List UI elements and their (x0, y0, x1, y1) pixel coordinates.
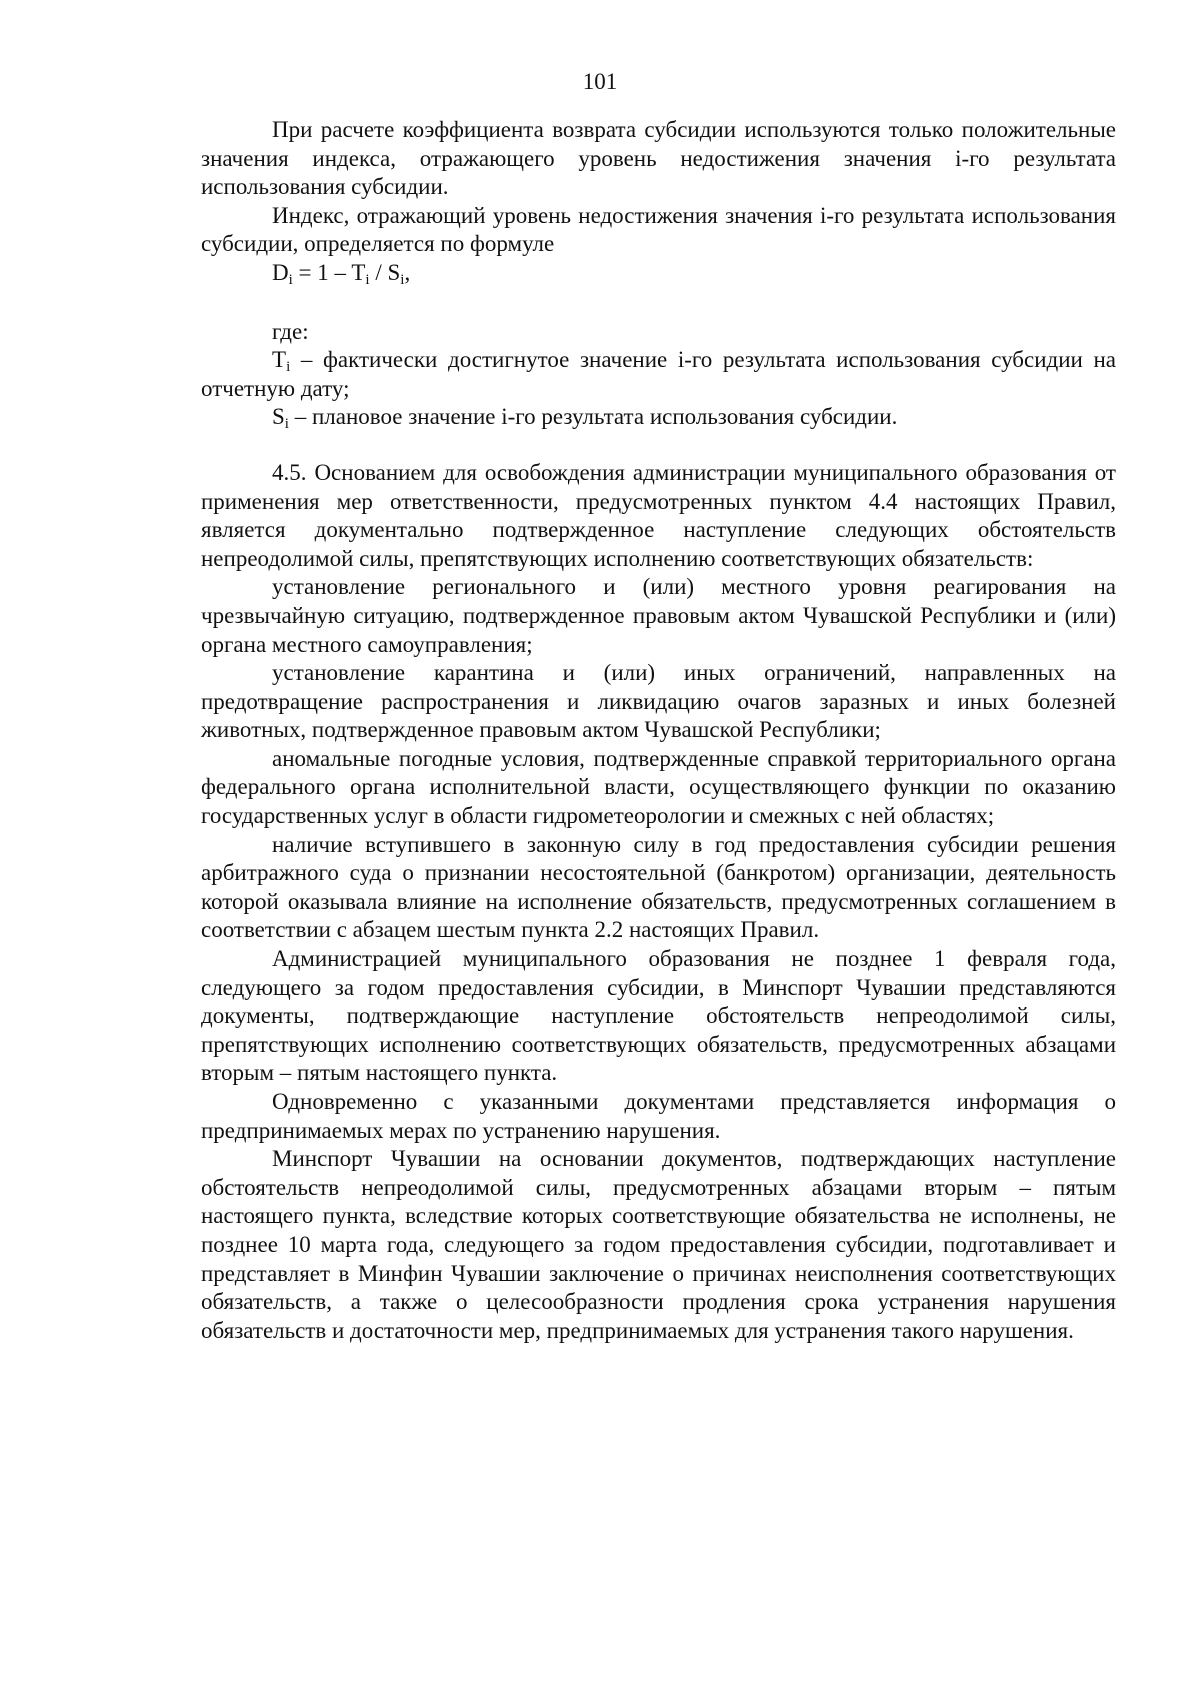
paragraph-index-definition: Индекс, отражающий уровень недостижения значения i-го результата использования субсидии, определяется по формуле (201, 202, 1116, 257)
definition-s-symbol: S (272, 404, 285, 430)
paragraph-simultaneous-info: Одновременно с указанными документами представляется информация о предпринимаемых мерах по устранению нарушения. (201, 1089, 1116, 1143)
definition-t (201, 346, 1116, 403)
definition-s-subscript: i (284, 416, 289, 433)
definition-t-symbol: T (272, 347, 287, 373)
definition-s (201, 403, 1116, 432)
formula-d: D (272, 259, 289, 285)
paragraph-admin-documents: Администрацией муниципального образования не позднее 1 февраля года, следующего за годом предоставления субсидии, в Минспорт Чувашии представляются документы, подтверждающие наступление обстоятельств непреодолимой силы, препятствующих исполнению соответствующих обязательств, предусмотренных абзацами вторым – пятым настоящего пункта. (201, 946, 1116, 1086)
formula-end: , (404, 259, 411, 285)
list-item-emergency: установление регионального и (или) местного уровня реагирования на чрезвычайную ситуацию, подтвержденное правовым актом Чувашской Республики и (или) органа местного самоуправления; (201, 574, 1116, 657)
definition-t-text: – фактически достигнутое значение i-го результата использования субсидии на отчетную дату; (201, 347, 1116, 401)
paragraph-4-5: 4.5. Основанием для освобождения администрации муниципального образования от применения мер ответственности, предусмотренных пунктом 4.4 настоящих Правил, является документально подтвержденное наступление следующих обстоятельств непреодолимой силы, препятствующих исполнению соответствующих обязательств: (201, 459, 1116, 571)
formula-slash: / S (369, 259, 401, 285)
formula-t-subscript: i (365, 271, 370, 288)
formula-eq: = 1 – T (292, 259, 366, 285)
document-body (201, 116, 1116, 1345)
formula-s-subscript: i (400, 271, 405, 288)
paragraph-coefficient-note: При расчете коэффициента возврата субсидии используются только положительные значения индекса, отражающего уровень недостижения значения i-го результата использования субсидии. (201, 117, 1116, 200)
definition-t-subscript: i (286, 359, 291, 376)
page-number: 101 (582, 69, 618, 94)
definition-s-text: – плановое значение i-го результата использования субсидии. (288, 404, 898, 430)
list-item-weather: аномальные погодные условия, подтвержденные справкой территориального органа федерального органа исполнительной власти, осуществляющего функции по оказанию государственных услуг в области гидрометеорологии и смежных с ней областях; (201, 745, 1116, 829)
paragraph-minsport-conclusion: Минспорт Чувашии на основании документов, подтверждающих наступление обстоятельств непреодолимой силы, предусмотренных абзацами вторым – пятым настоящего пункта, вследствие которых соответствующие обязательства не исполнены, не позднее 10 марта года, следующего за годом предоставления субсидии, подготавливает и представляет в Минфин Чувашии заключение о причинах неисполнения соответствующих обязательств, а также о целесообразности продления срока устранения нарушения обязательств и достаточности мер, предпринимаемых для устранения такого нарушения. (201, 1146, 1116, 1343)
formula-d-subscript: i (288, 271, 293, 288)
list-item-quarantine: установление карантина и (или) иных ограничений, направленных на предотвращение распространения и ликвидацию очагов заразных и иных болезней животных, подтвержденное правовым актом Чувашской Республики; (201, 660, 1116, 743)
formula (201, 259, 1116, 288)
paragraph-where: где: (272, 318, 309, 344)
list-item-bankruptcy: наличие вступившего в законную силу в год предоставления субсидии решения арбитражного суда о признании несостоятельной (банкротом) организации, деятельность которой оказывала влияние на исполнение обязательств, предусмотренных соглашением в соответствии с абзацем шестым пункта 2.2 настоящих Правил. (201, 831, 1116, 943)
